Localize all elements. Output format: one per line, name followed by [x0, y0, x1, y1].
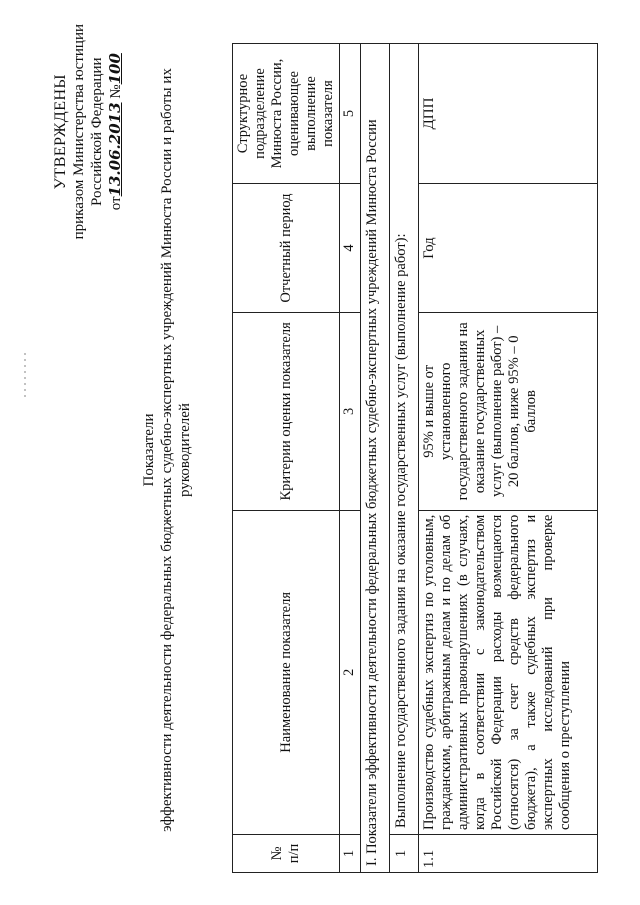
column-number: 3 [340, 313, 361, 511]
header-criteria: Критерии оценки показателя [233, 313, 340, 511]
approval-stamp: УТВЕРЖДЕНЫ [52, 73, 69, 190]
approval-line-2: Российской Федерации [89, 57, 105, 206]
row-period: Год [419, 184, 598, 313]
header-num: № п/п [233, 834, 340, 872]
column-number: 1 [340, 834, 361, 872]
column-number: 2 [340, 510, 361, 834]
table-row [419, 44, 598, 873]
approval-date-handwritten: 13.06.2013 [106, 102, 124, 197]
header-unit: Структурное подразделение Минюста России, оценивающее выполнение показателя [233, 44, 340, 184]
column-number: 5 [340, 44, 361, 184]
document-subtitle: эффективности деятельности федеральных бюджетных судебно-экспертных учреждений Минюста России и работы их руководителей [159, 68, 193, 832]
section-title: I. Показатели эффективности деятельности федеральных бюджетных судебно-экспертных учреждений Минюста России [361, 44, 390, 873]
column-number-row [340, 44, 361, 873]
approval-number-handwritten: 100 [106, 53, 124, 85]
row-criteria: 95% и выше от установленного государственного задания на оказание государственных услуг (выполнение работ) – 20 баллов, ниже 95% – 0 баллов [419, 313, 598, 511]
approval-date-line [106, 24, 125, 239]
document-title-block [140, 55, 194, 845]
approval-line-1: приказом Министерства юстиции [71, 24, 87, 240]
header-period: Отчетный период [233, 184, 340, 313]
column-number: 4 [340, 184, 361, 313]
approval-number-prefix: № [108, 84, 124, 99]
subsection-number: 1 [390, 834, 419, 872]
subsection-title: Выполнение государственного задания на оказание государственных услуг (выполнение работ): [390, 44, 419, 835]
row-number: 1.1 [419, 834, 598, 872]
header-name: Наименование показателя [233, 510, 340, 834]
approval-block [52, 24, 125, 239]
subsection-row [390, 44, 419, 873]
row-indicator-name: Производство судебных экспертиз по уголовным, гражданским, арбитражным делам и по делам об административных правонарушениях (в случаях, когда в соответствии с законодательством Российской Федерации расходы возмещаются (относятся) за счет средств федерального бюджета), а также судебных экспертиз и экспертных исследований при проверке сообщения о преступлении [419, 510, 598, 834]
section-row [361, 44, 390, 873]
row-unit: ДПП [419, 44, 598, 184]
scan-artifact [24, 351, 26, 397]
approval-from-prefix: от [108, 196, 124, 211]
document-heading: Показатели [141, 413, 157, 487]
indicators-table [232, 43, 598, 873]
table-header-row [233, 44, 340, 873]
